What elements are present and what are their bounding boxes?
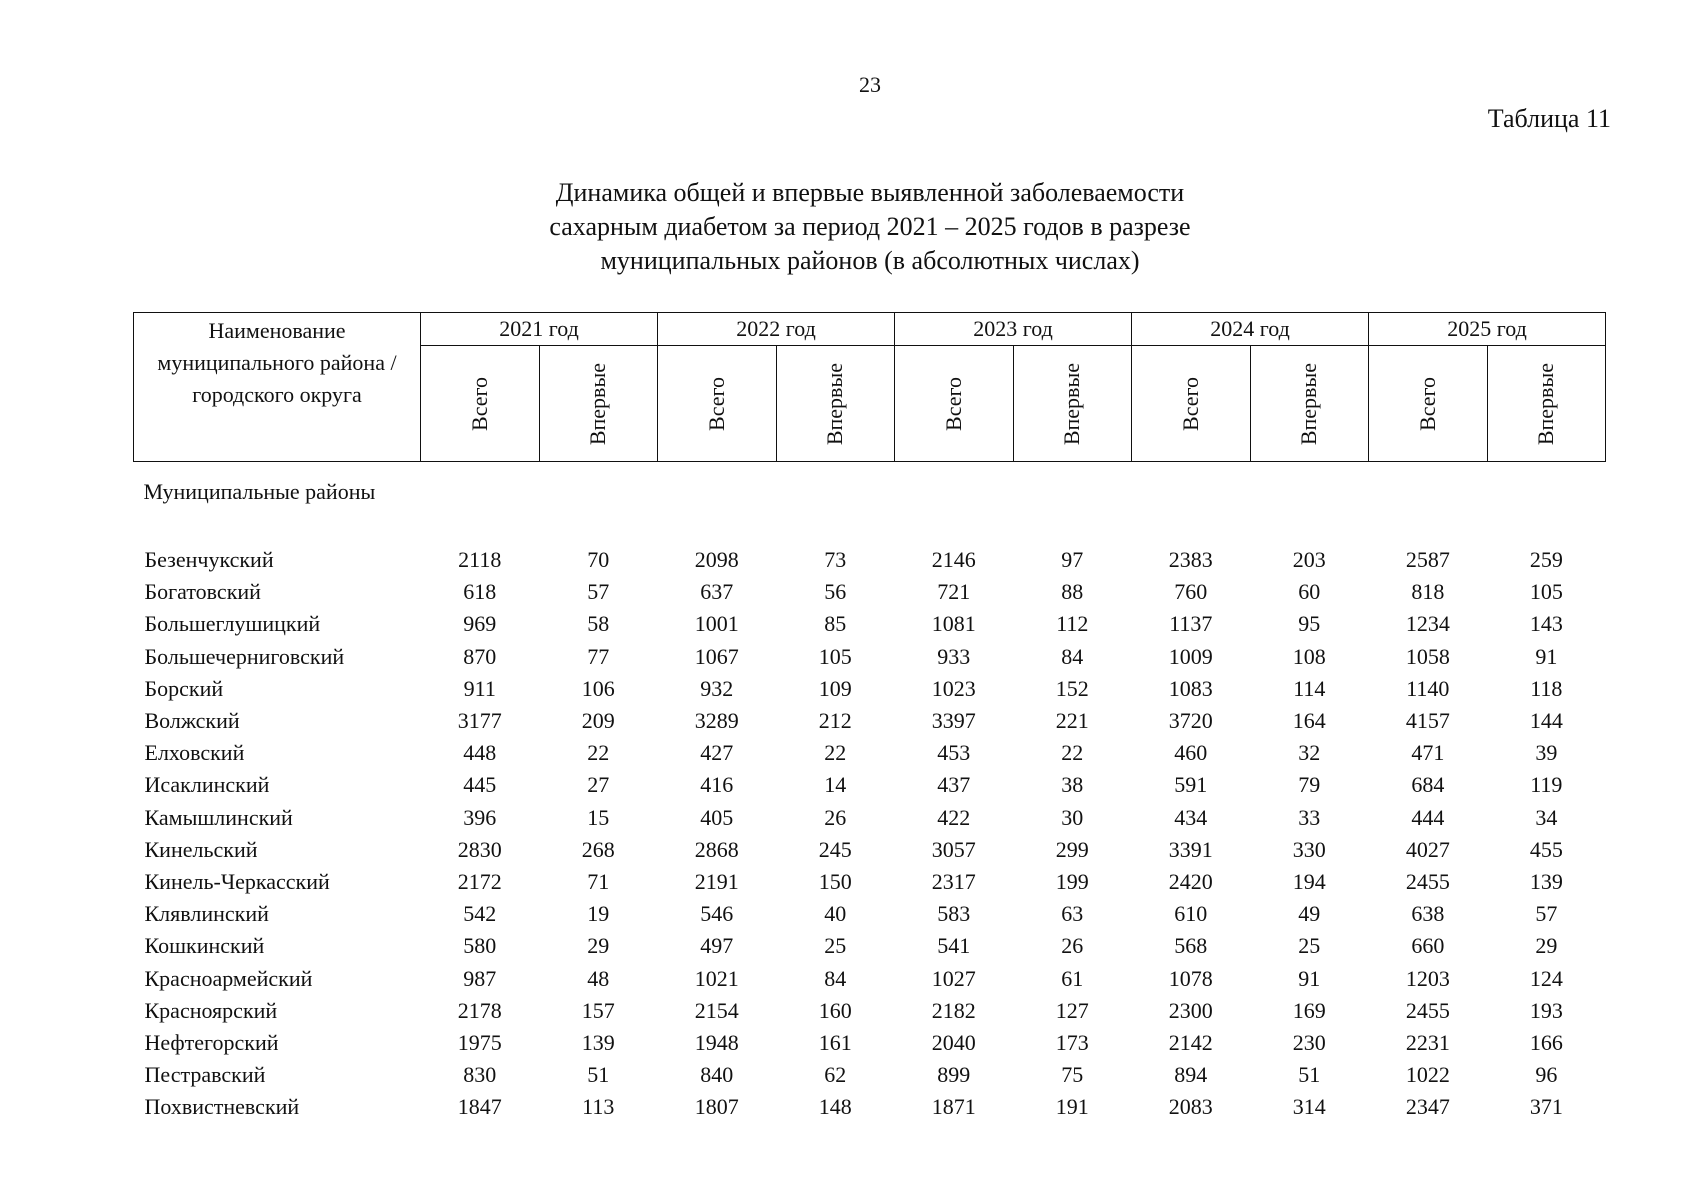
year-header-2024: 2024 год [1132, 313, 1369, 346]
year-header-2021: 2021 год [421, 313, 658, 346]
first-time-value-cell: 194 [1292, 868, 1326, 894]
total-value-cell: 1137 [1169, 611, 1213, 637]
total-value-cell: 911 [463, 675, 496, 701]
total-value-cell: 3177 [457, 708, 502, 734]
first-time-value-cell: 166 [1529, 1029, 1563, 1055]
total-value-cell: 2455 [1405, 868, 1450, 894]
first-time-value-cell: 58 [587, 611, 610, 637]
spacer-row [134, 522, 1606, 544]
total-value-cell: 1067 [694, 643, 739, 669]
municipality-name: Красноярский [144, 997, 278, 1023]
total-value-cell: 1021 [694, 965, 739, 991]
first-time-value-cell: 51 [1298, 1062, 1321, 1088]
table-row [134, 705, 1606, 737]
total-value-cell: 2146 [931, 547, 976, 573]
first-time-value-cell: 29 [1535, 933, 1558, 959]
title-line: муниципальных районов (в абсолютных числах) [600, 246, 1140, 275]
total-value-cell: 2317 [931, 868, 976, 894]
first-time-value-cell: 127 [1055, 997, 1089, 1023]
total-value-cell: 453 [937, 740, 971, 766]
municipality-name: Пестравский [144, 1062, 266, 1088]
first-time-value-cell: 455 [1529, 836, 1563, 862]
total-value-cell: 1203 [1405, 965, 1450, 991]
total-value-cell: 1807 [694, 1094, 739, 1120]
total-value-cell: 1009 [1168, 643, 1213, 669]
first-time-value-cell: 221 [1055, 708, 1089, 734]
total-value-cell: 2083 [1168, 1094, 1213, 1120]
first-time-value-cell: 88 [1061, 579, 1084, 605]
first-time-value-cell: 169 [1292, 997, 1326, 1023]
municipality-name: Елховский [144, 740, 245, 766]
total-value-cell: 1847 [457, 1094, 502, 1120]
municipality-name: Большечерниговский [144, 643, 345, 669]
first-time-value-cell: 105 [1529, 579, 1563, 605]
total-value-cell: 1871 [931, 1094, 976, 1120]
total-value-cell: 840 [700, 1062, 734, 1088]
total-value-cell: 3397 [931, 708, 976, 734]
total-value-cell: 568 [1174, 933, 1208, 959]
total-value-cell: 434 [1174, 804, 1208, 830]
first-time-value-cell: 57 [587, 579, 610, 605]
first-time-value-cell: 91 [1298, 965, 1321, 991]
municipality-name: Кинельский [144, 836, 258, 862]
total-value-cell: 899 [937, 1062, 971, 1088]
municipality-name: Нефтегорский [144, 1029, 279, 1055]
first-time-value-cell: 157 [581, 997, 615, 1023]
total-value-cell: 1140 [1406, 675, 1450, 701]
table-row [134, 930, 1606, 962]
total-value-cell: 541 [937, 933, 971, 959]
total-value-cell: 2182 [931, 997, 976, 1023]
total-value-cell: 638 [1411, 901, 1445, 927]
first-time-value-cell: 191 [1055, 1094, 1089, 1120]
total-value-cell: 3391 [1168, 836, 1213, 862]
total-value-cell: 2231 [1405, 1029, 1450, 1055]
total-value-cell: 610 [1174, 901, 1208, 927]
total-value-cell: 583 [937, 901, 971, 927]
total-value-cell: 427 [700, 740, 734, 766]
first-time-value-cell: 209 [581, 708, 615, 734]
total-value-cell: 1058 [1405, 643, 1450, 669]
table-label: Таблица 11 [1487, 104, 1611, 133]
table-row [134, 834, 1606, 866]
first-time-value-cell: 97 [1061, 547, 1084, 573]
municipality-name: Большеглушицкий [144, 611, 321, 637]
first-time-value-cell: 164 [1292, 708, 1326, 734]
first-time-value-cell: 109 [818, 675, 852, 701]
document-title [0, 176, 1697, 278]
first-time-value-cell: 25 [1298, 933, 1321, 959]
total-value-cell: 2300 [1168, 997, 1213, 1023]
first-time-value-cell: 144 [1529, 708, 1563, 734]
table-row [134, 544, 1606, 576]
municipality-name: Красноармейский [144, 965, 313, 991]
first-time-value-cell: 124 [1529, 965, 1563, 991]
total-value-cell: 445 [463, 772, 497, 798]
subheader-total-label: Всего [940, 376, 966, 431]
first-time-value-cell: 108 [1292, 643, 1326, 669]
table-row [134, 641, 1606, 673]
total-value-cell: 1083 [1168, 675, 1213, 701]
table-row [134, 995, 1606, 1027]
first-time-value-cell: 245 [818, 836, 852, 862]
first-time-value-cell: 139 [581, 1029, 615, 1055]
total-value-cell: 580 [463, 933, 497, 959]
total-value-cell: 460 [1174, 740, 1208, 766]
first-time-value-cell: 152 [1055, 675, 1089, 701]
total-value-cell: 870 [463, 643, 497, 669]
first-time-value-cell: 106 [581, 675, 615, 701]
total-value-cell: 933 [937, 643, 971, 669]
table-row [134, 769, 1606, 801]
year-header-2022: 2022 год [658, 313, 895, 346]
total-value-cell: 1975 [457, 1029, 502, 1055]
title-line: сахарным диабетом за период 2021 – 2025 годов в разрезе [549, 212, 1191, 241]
first-time-value-cell: 203 [1292, 547, 1326, 573]
table-row [134, 608, 1606, 640]
subheader-first-label: Впервые [822, 363, 848, 446]
subheader-first-label: Впервые [1059, 363, 1085, 446]
first-time-value-cell: 299 [1055, 836, 1089, 862]
table-row [134, 866, 1606, 898]
total-value-cell: 546 [700, 901, 734, 927]
total-value-cell: 618 [463, 579, 497, 605]
page-number: 23 [859, 72, 881, 97]
total-value-cell: 2098 [694, 547, 739, 573]
total-value-cell: 2142 [1168, 1029, 1213, 1055]
first-time-value-cell: 212 [818, 708, 852, 734]
total-value-cell: 2587 [1405, 547, 1450, 573]
first-time-value-cell: 114 [1293, 675, 1326, 701]
first-time-value-cell: 19 [587, 901, 610, 927]
total-value-cell: 422 [937, 804, 971, 830]
total-value-cell: 4157 [1405, 708, 1450, 734]
subheader-first-time [1250, 346, 1369, 462]
first-time-value-cell: 33 [1298, 804, 1321, 830]
total-value-cell: 721 [937, 579, 971, 605]
total-value-cell: 2154 [694, 997, 739, 1023]
first-time-value-cell: 49 [1298, 901, 1321, 927]
total-value-cell: 1081 [931, 611, 976, 637]
first-time-value-cell: 143 [1529, 611, 1563, 637]
header-line: Наименование [208, 318, 346, 343]
first-time-value-cell: 150 [818, 868, 852, 894]
title-line: Динамика общей и впервые выявленной заболеваемости [555, 178, 1185, 207]
first-time-value-cell: 268 [581, 836, 615, 862]
morbidity-table [133, 312, 1606, 1123]
first-time-value-cell: 27 [587, 772, 610, 798]
first-time-value-cell: 314 [1292, 1094, 1326, 1120]
section-row [134, 462, 1606, 523]
total-value-cell: 1001 [694, 611, 739, 637]
municipality-name: Кошкинский [144, 933, 265, 959]
total-value-cell: 830 [463, 1062, 497, 1088]
total-value-cell: 2383 [1168, 547, 1213, 573]
table-row [134, 962, 1606, 994]
total-value-cell: 932 [700, 675, 734, 701]
year-header-2023: 2023 год [895, 313, 1132, 346]
first-time-value-cell: 26 [824, 804, 847, 830]
subheader-total-label: Всего [1414, 376, 1440, 431]
first-time-value-cell: 113 [582, 1094, 615, 1120]
subheader-total [895, 346, 1014, 462]
first-time-value-cell: 25 [824, 933, 847, 959]
subheader-total [421, 346, 540, 462]
table-row [134, 673, 1606, 705]
first-time-value-cell: 39 [1535, 740, 1558, 766]
subheader-total-label: Всего [1177, 376, 1203, 431]
total-value-cell: 444 [1411, 804, 1445, 830]
spacer-cell [134, 522, 1606, 544]
first-time-value-cell: 61 [1061, 965, 1084, 991]
total-value-cell: 2191 [694, 868, 739, 894]
total-value-cell: 3720 [1168, 708, 1213, 734]
first-time-value-cell: 230 [1292, 1029, 1326, 1055]
first-time-value-cell: 199 [1055, 868, 1089, 894]
first-time-value-cell: 173 [1055, 1029, 1089, 1055]
total-value-cell: 4027 [1405, 836, 1450, 862]
first-time-value-cell: 84 [1061, 643, 1084, 669]
first-time-value-cell: 57 [1535, 901, 1558, 927]
first-time-value-cell: 22 [587, 740, 610, 766]
table-row [134, 1027, 1606, 1059]
table-row [134, 576, 1606, 608]
first-time-value-cell: 40 [824, 901, 847, 927]
subheader-first-time [1013, 346, 1132, 462]
first-time-value-cell: 22 [824, 740, 847, 766]
table-row [134, 802, 1606, 834]
first-time-value-cell: 84 [824, 965, 847, 991]
first-time-value-cell: 75 [1061, 1062, 1084, 1088]
first-time-value-cell: 160 [818, 997, 852, 1023]
total-value-cell: 987 [463, 965, 497, 991]
table-row [134, 737, 1606, 769]
first-time-value-cell: 330 [1292, 836, 1326, 862]
first-time-value-cell: 48 [587, 965, 610, 991]
first-time-value-cell: 112 [1056, 611, 1089, 637]
total-value-cell: 2420 [1168, 868, 1213, 894]
total-value-cell: 1948 [694, 1029, 739, 1055]
first-time-value-cell: 32 [1298, 740, 1321, 766]
municipality-name: Богатовский [144, 579, 261, 605]
first-time-value-cell: 30 [1061, 804, 1084, 830]
total-value-cell: 437 [937, 772, 971, 798]
first-time-value-cell: 38 [1061, 772, 1084, 798]
first-time-value-cell: 34 [1535, 804, 1558, 830]
subheader-first-label: Впервые [585, 363, 611, 446]
first-time-value-cell: 148 [818, 1094, 852, 1120]
total-value-cell: 2118 [458, 547, 502, 573]
first-time-value-cell: 371 [1529, 1094, 1563, 1120]
total-value-cell: 2347 [1405, 1094, 1450, 1120]
total-value-cell: 760 [1174, 579, 1208, 605]
municipality-column-header [134, 313, 421, 462]
table-row [134, 898, 1606, 930]
total-value-cell: 416 [700, 772, 734, 798]
total-value-cell: 818 [1411, 579, 1445, 605]
subheader-first-label: Впервые [1296, 363, 1322, 446]
total-value-cell: 3057 [931, 836, 976, 862]
total-value-cell: 684 [1411, 772, 1445, 798]
total-value-cell: 448 [463, 740, 497, 766]
total-value-cell: 2868 [694, 836, 739, 862]
first-time-value-cell: 259 [1529, 547, 1563, 573]
total-value-cell: 2455 [1405, 997, 1450, 1023]
total-value-cell: 894 [1174, 1062, 1208, 1088]
total-value-cell: 969 [463, 611, 497, 637]
subheader-first-time [1487, 346, 1606, 462]
total-value-cell: 405 [700, 804, 734, 830]
first-time-value-cell: 119 [1530, 772, 1563, 798]
first-time-value-cell: 62 [824, 1062, 847, 1088]
total-value-cell: 3289 [694, 708, 739, 734]
first-time-value-cell: 15 [587, 804, 610, 830]
table-row [134, 1091, 1606, 1123]
first-time-value-cell: 118 [1530, 675, 1563, 701]
first-time-value-cell: 71 [587, 868, 610, 894]
first-time-value-cell: 79 [1298, 772, 1321, 798]
first-time-value-cell: 60 [1298, 579, 1321, 605]
year-header-2025: 2025 год [1369, 313, 1606, 346]
subheader-total [1132, 346, 1251, 462]
first-time-value-cell: 26 [1061, 933, 1084, 959]
municipality-name: Кинель-Черкасский [144, 868, 330, 894]
first-time-value-cell: 14 [824, 772, 847, 798]
first-time-value-cell: 29 [587, 933, 610, 959]
first-time-value-cell: 95 [1298, 611, 1321, 637]
first-time-value-cell: 193 [1529, 997, 1563, 1023]
first-time-value-cell: 96 [1535, 1062, 1558, 1088]
municipality-name: Клявлинский [144, 901, 269, 927]
total-value-cell: 396 [463, 804, 497, 830]
total-value-cell: 471 [1411, 740, 1445, 766]
total-value-cell: 1027 [931, 965, 976, 991]
municipality-name: Безенчукский [144, 547, 274, 573]
section-label: Муниципальные районы [143, 479, 376, 504]
total-value-cell: 1022 [1405, 1062, 1450, 1088]
total-value-cell: 2830 [457, 836, 502, 862]
first-time-value-cell: 161 [818, 1029, 852, 1055]
total-value-cell: 1023 [931, 675, 976, 701]
first-time-value-cell: 85 [824, 611, 847, 637]
total-value-cell: 591 [1174, 772, 1208, 798]
first-time-value-cell: 22 [1061, 740, 1084, 766]
municipality-name: Волжский [144, 708, 240, 734]
subheader-total-label: Всего [703, 376, 729, 431]
table-row [134, 1059, 1606, 1091]
subheader-total [1369, 346, 1488, 462]
total-value-cell: 1234 [1405, 611, 1450, 637]
first-time-value-cell: 70 [587, 547, 610, 573]
total-value-cell: 497 [700, 933, 734, 959]
municipality-name: Исаклинский [144, 772, 270, 798]
subheader-total-label: Всего [466, 376, 492, 431]
header-line: муниципального района / [157, 350, 397, 375]
subheader-first-label: Впервые [1533, 363, 1559, 446]
subheader-total [658, 346, 777, 462]
total-value-cell: 2178 [457, 997, 502, 1023]
total-value-cell: 660 [1411, 933, 1445, 959]
total-value-cell: 637 [700, 579, 734, 605]
first-time-value-cell: 51 [587, 1062, 610, 1088]
first-time-value-cell: 105 [818, 643, 852, 669]
table-header [134, 313, 1606, 462]
header-line: городского округа [192, 382, 362, 407]
first-time-value-cell: 91 [1535, 643, 1558, 669]
first-time-value-cell: 56 [824, 579, 847, 605]
total-value-cell: 542 [463, 901, 497, 927]
first-time-value-cell: 73 [824, 547, 847, 573]
subheader-first-time [539, 346, 658, 462]
subheader-first-time [776, 346, 895, 462]
municipality-name: Похвистневский [144, 1094, 300, 1120]
municipality-name: Камышлинский [144, 804, 293, 830]
total-value-cell: 2172 [457, 868, 502, 894]
first-time-value-cell: 139 [1529, 868, 1563, 894]
total-value-cell: 2040 [931, 1029, 976, 1055]
municipality-name: Борский [144, 675, 224, 701]
table-body [134, 462, 1606, 1124]
total-value-cell: 1078 [1168, 965, 1213, 991]
first-time-value-cell: 77 [587, 643, 610, 669]
first-time-value-cell: 63 [1061, 901, 1084, 927]
